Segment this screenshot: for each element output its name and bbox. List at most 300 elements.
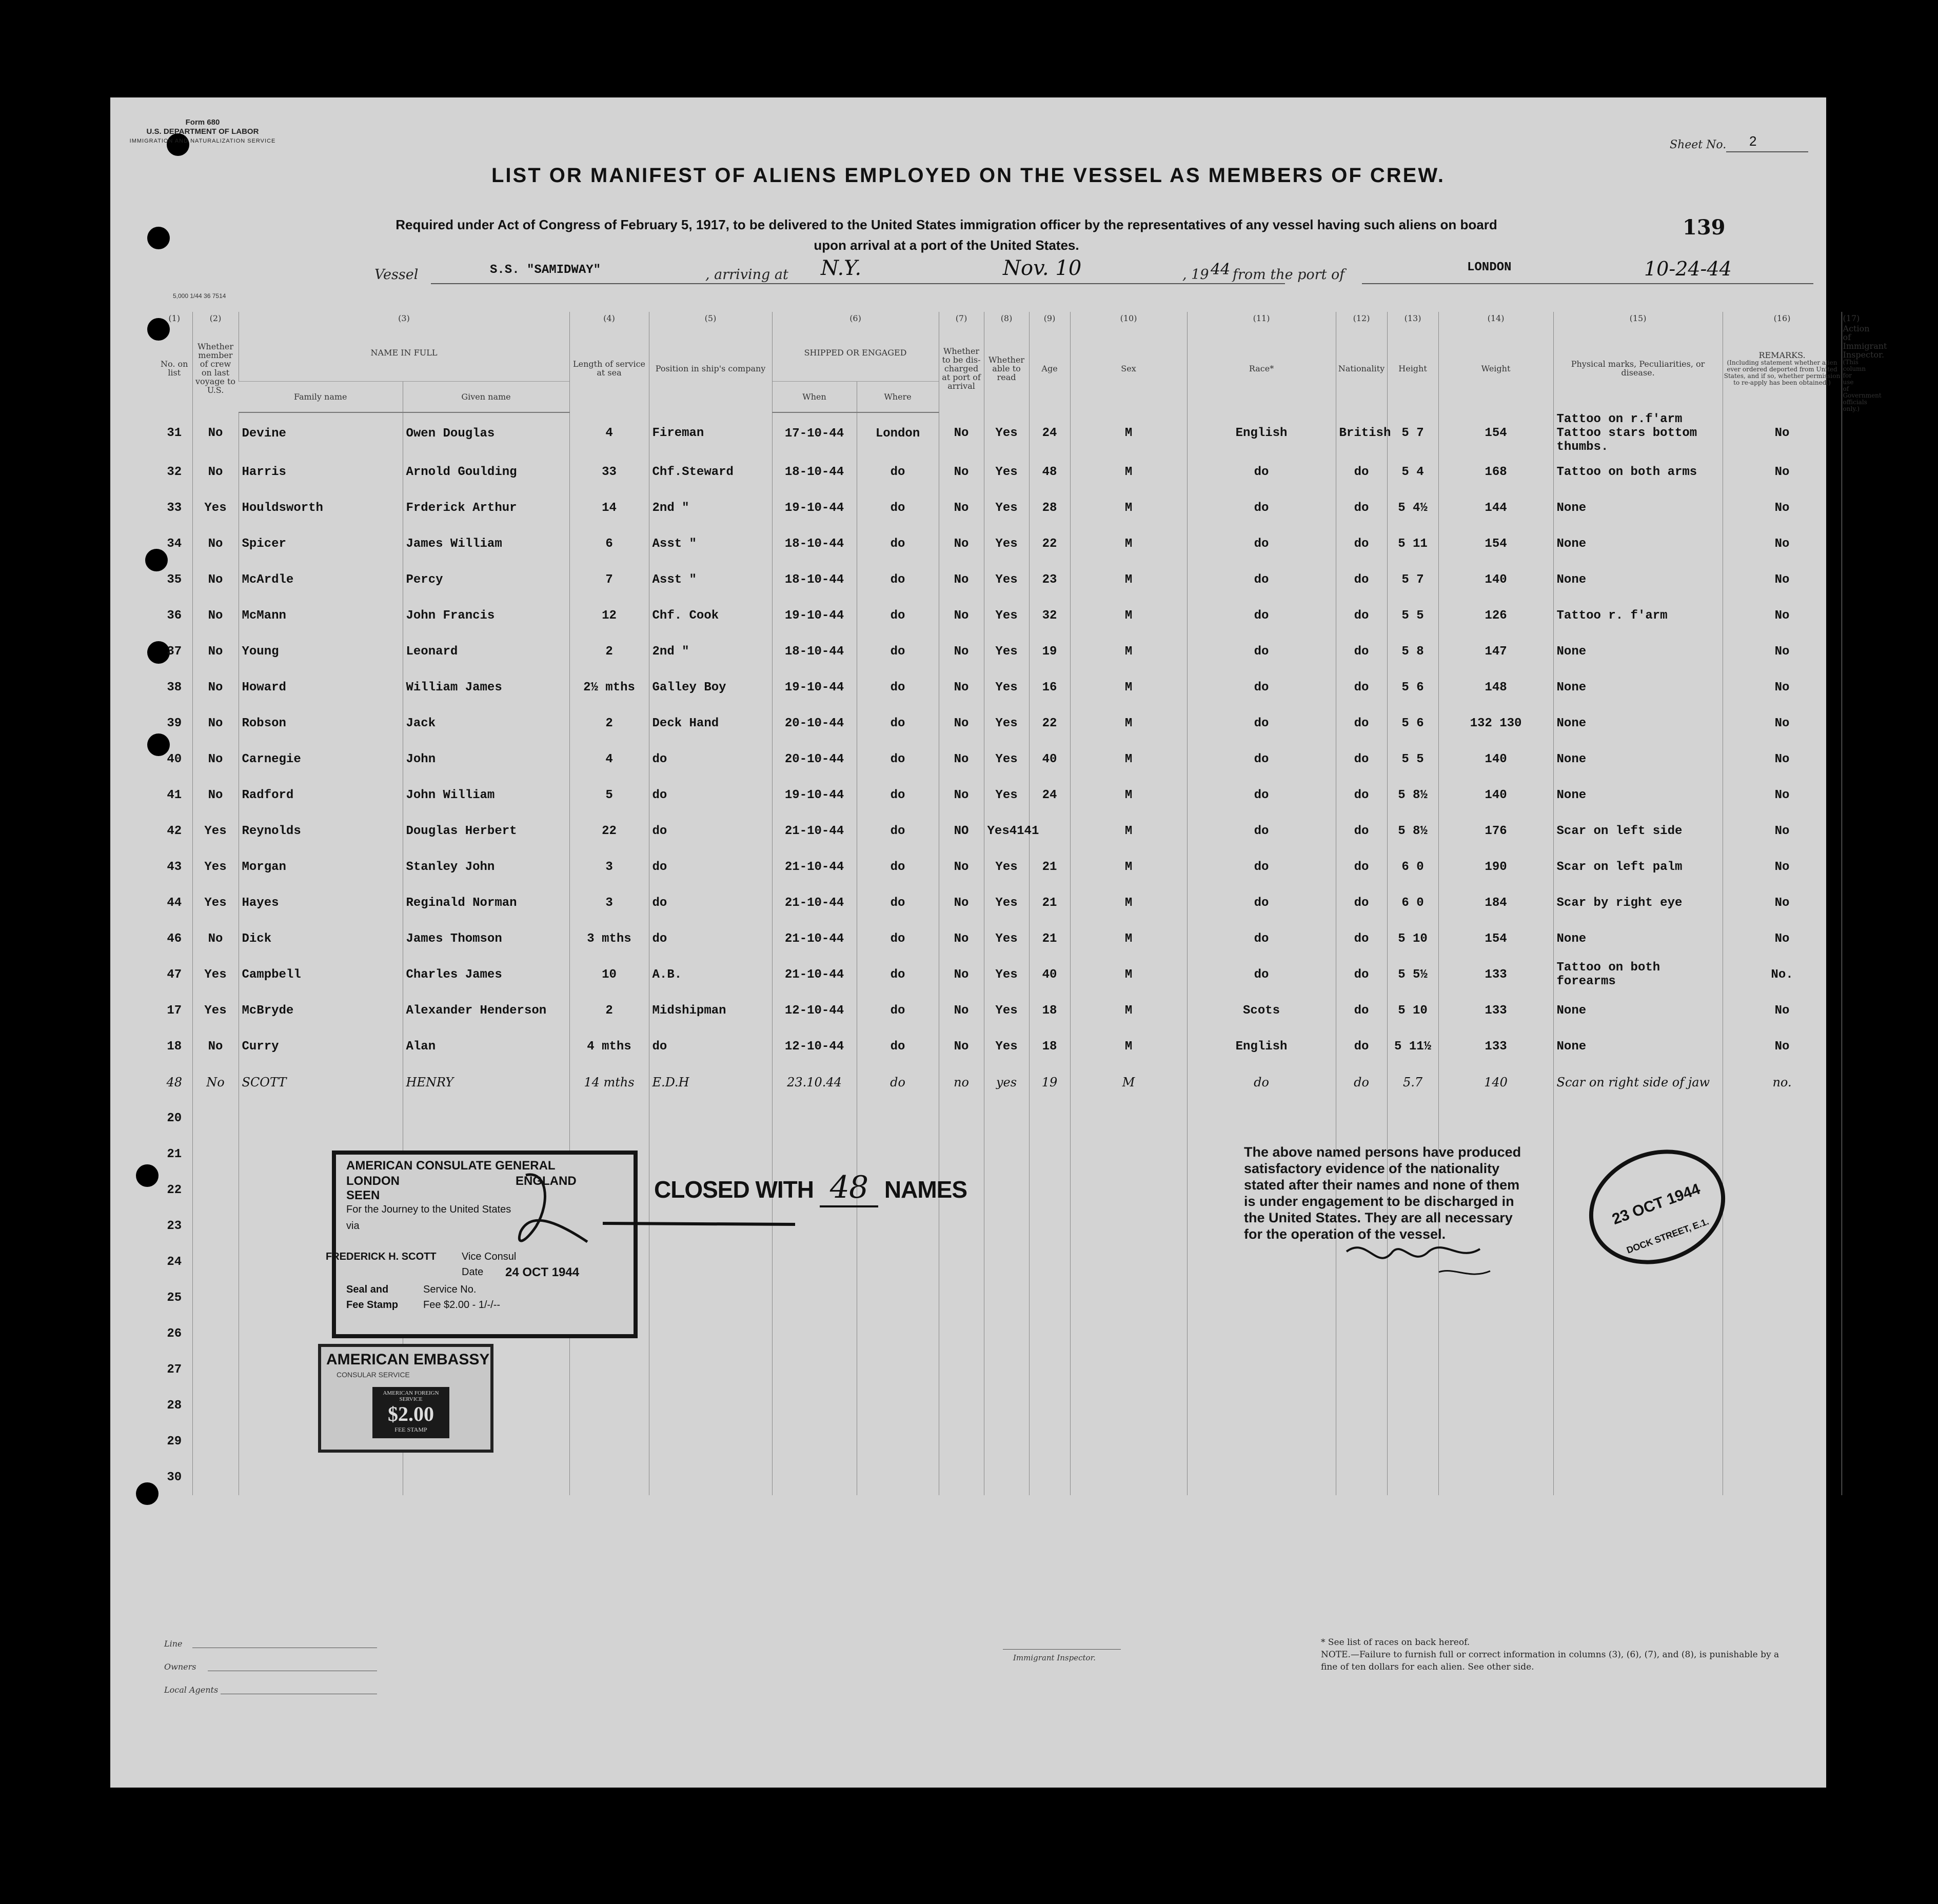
cell-crew: Yes: [192, 490, 239, 526]
cell-no: 33: [167, 501, 182, 515]
cell-nationality: do: [1336, 454, 1387, 490]
departure-date: 10-24-44: [1644, 257, 1732, 280]
cell-crew: No: [192, 633, 239, 669]
cell-service: 2: [569, 705, 649, 741]
cell-given: Percy: [403, 562, 569, 598]
cell-discharged: No: [939, 526, 984, 562]
cell-position: Fireman: [649, 412, 772, 454]
cell-age: 24: [1029, 412, 1070, 454]
col-race: Race*: [1187, 324, 1336, 412]
cell-read: Yes: [984, 598, 1029, 633]
cell-nationality: do: [1336, 885, 1387, 921]
cell-service: 14 mths: [569, 1064, 649, 1100]
cell-position: Midshipman: [649, 993, 772, 1028]
cell-no: 44: [167, 896, 182, 910]
cell-position: do: [649, 1028, 772, 1064]
cell-read: Yes: [984, 849, 1029, 885]
cell-height: 6 0: [1387, 849, 1438, 885]
cell-read: Yes: [984, 957, 1029, 993]
cell-where: do: [857, 705, 939, 741]
cell-height: 5 4: [1387, 454, 1438, 490]
cell-marks: None: [1553, 921, 1723, 957]
cell-marks: None: [1553, 777, 1723, 813]
cell-service: 2: [569, 633, 649, 669]
cell-given: Frderick Arthur: [403, 490, 569, 526]
cell-race: do: [1187, 562, 1336, 598]
cell-when: 17-10-44: [772, 412, 857, 454]
cell-remarks: No: [1723, 598, 1842, 633]
cell-discharged: No: [939, 1028, 984, 1064]
cell-sex: M: [1070, 993, 1187, 1028]
cell-read: Yes: [984, 885, 1029, 921]
print-code: 5,000 1/44 36 7514: [173, 292, 226, 300]
line-number: 26: [167, 1326, 182, 1341]
col-when: When: [772, 381, 857, 412]
cell-read: Yes: [984, 921, 1029, 957]
line-number: 20: [167, 1111, 182, 1125]
col-whether-crew: Whether member of crew on last voyage to U.S.: [192, 324, 239, 412]
table-row: [156, 705, 1842, 741]
cell-read: Yes: [984, 705, 1029, 741]
cell-position: do: [649, 885, 772, 921]
cell-discharged: No: [939, 705, 984, 741]
cell-service: 3 mths: [569, 921, 649, 957]
cell-family: Young: [239, 633, 403, 669]
consul-signature: [505, 1170, 608, 1267]
cell-discharged: No: [939, 957, 984, 993]
cell-given: Douglas Herbert: [403, 813, 569, 849]
table-row: [156, 412, 1842, 454]
cell-given: Reginald Norman: [403, 885, 569, 921]
cell-race: do: [1187, 921, 1336, 957]
cell-given: William James: [403, 669, 569, 705]
line-number: 22: [167, 1183, 182, 1197]
cell-sex: M: [1070, 562, 1187, 598]
column-numbers-row: (1) (2) (3) (4) (5) (6) (7) (8) (9) (10) (11) (12) (13) (14) (15) (16) (17): [156, 312, 1842, 324]
cell-crew: No: [192, 741, 239, 777]
cell-given: Alan: [403, 1028, 569, 1064]
page-number: 139: [1683, 215, 1726, 240]
cell-sex: M: [1070, 454, 1187, 490]
line-number: 24: [167, 1255, 182, 1269]
cell-weight: 132 130: [1438, 705, 1553, 741]
cell-nationality: do: [1336, 633, 1387, 669]
cell-crew: No: [192, 1028, 239, 1064]
cell-service: 2: [569, 993, 649, 1028]
cell-service: 10: [569, 957, 649, 993]
cell-when: 21-10-44: [772, 921, 857, 957]
cell-position: Galley Boy: [649, 669, 772, 705]
cell-race: do: [1187, 777, 1336, 813]
col-age: Age: [1029, 324, 1070, 412]
cell-service: 12: [569, 598, 649, 633]
cell-race: do: [1187, 957, 1336, 993]
cell-race: do: [1187, 526, 1336, 562]
col-discharged: Whether to be dis-charged at port of arrival: [939, 324, 984, 412]
table-row: [156, 562, 1842, 598]
cell-height: 5 6: [1387, 669, 1438, 705]
cell-height: 5 11: [1387, 526, 1438, 562]
cell-remarks: No: [1723, 705, 1842, 741]
cell-weight: 140: [1438, 562, 1553, 598]
cell-crew: No: [192, 669, 239, 705]
cell-position: Asst ": [649, 526, 772, 562]
cell-nationality: do: [1336, 777, 1387, 813]
cell-when: 19-10-44: [772, 669, 857, 705]
cell-service: 4: [569, 412, 649, 454]
cell-nationality: do: [1336, 957, 1387, 993]
cell-where: do: [857, 1064, 939, 1100]
cell-position: A.B.: [649, 957, 772, 993]
cell-family: Radford: [239, 777, 403, 813]
cell-when: 12-10-44: [772, 1028, 857, 1064]
cell-race: do: [1187, 669, 1336, 705]
cell-crew: No: [192, 921, 239, 957]
certification-text: The above named persons have produced satisfactory evidence of the nationality stated after their names and none of them is under engagement to be discharged in the United States. They are all necessary for the operation of the vessel.: [1244, 1144, 1521, 1242]
cell-when: 23.10.44: [772, 1064, 857, 1100]
cell-nationality: British: [1336, 412, 1387, 454]
cell-weight: 176: [1438, 813, 1553, 849]
cell-age: 18: [1029, 1028, 1070, 1064]
cell-sex: M: [1070, 777, 1187, 813]
cell-weight: 140: [1438, 741, 1553, 777]
table-row: [156, 1064, 1842, 1100]
cell-where: do: [857, 741, 939, 777]
cell-age: 23: [1029, 562, 1070, 598]
cell-sex: M: [1070, 633, 1187, 669]
table-row: [156, 1028, 1842, 1064]
col-family-name: Family name: [239, 381, 403, 412]
cell-given: Stanley John: [403, 849, 569, 885]
cell-race: do: [1187, 490, 1336, 526]
cell-weight: 168: [1438, 454, 1553, 490]
punch-hole: [136, 1164, 159, 1187]
cell-given: James Thomson: [403, 921, 569, 957]
cell-marks: None: [1553, 633, 1723, 669]
cell-height: 5 5½: [1387, 957, 1438, 993]
local-agents-label: Local Agents: [164, 1685, 219, 1695]
cell-remarks: No: [1723, 526, 1842, 562]
cell-when: 20-10-44: [772, 741, 857, 777]
col-able-read: Whether able to read: [984, 324, 1029, 412]
cell-no: 32: [167, 465, 182, 479]
cell-given: John: [403, 741, 569, 777]
cell-no: 38: [167, 680, 182, 695]
cell-sex: M: [1070, 921, 1187, 957]
cell-nationality: do: [1336, 849, 1387, 885]
cell-read: yes: [984, 1064, 1029, 1100]
cell-crew: Yes: [192, 885, 239, 921]
cell-height: 5 10: [1387, 993, 1438, 1028]
cell-read: Yes: [984, 490, 1029, 526]
cell-race: do: [1187, 813, 1336, 849]
cell-no: 43: [167, 860, 182, 874]
cell-marks: Scar on right side of jaw: [1553, 1064, 1723, 1100]
cell-where: do: [857, 633, 939, 669]
stamp-line: [603, 1218, 798, 1228]
cell-age: 18: [1029, 993, 1070, 1028]
cell-sex: M: [1070, 598, 1187, 633]
cell-nationality: do: [1336, 921, 1387, 957]
cell-discharged: No: [939, 454, 984, 490]
cell-race: do: [1187, 1064, 1336, 1100]
cell-weight: 154: [1438, 526, 1553, 562]
cell-height: 5 7: [1387, 412, 1438, 454]
cell-when: 19-10-44: [772, 490, 857, 526]
cell-read: Yes: [984, 633, 1029, 669]
cell-discharged: No: [939, 598, 984, 633]
col-sex: Sex: [1070, 324, 1187, 412]
cell-position: do: [649, 813, 772, 849]
cell-nationality: do: [1336, 669, 1387, 705]
year: 44: [1211, 261, 1231, 279]
cell-nationality: do: [1336, 1028, 1387, 1064]
cell-remarks: No: [1723, 885, 1842, 921]
line-number: 27: [167, 1362, 182, 1377]
cell-given: Arnold Goulding: [403, 454, 569, 490]
cell-height: 5.7: [1387, 1064, 1438, 1100]
cell-where: do: [857, 669, 939, 705]
cell-race: do: [1187, 741, 1336, 777]
cell-nationality: do: [1336, 705, 1387, 741]
cell-crew: No: [192, 1064, 239, 1100]
cell-given: HENRY: [403, 1064, 569, 1100]
cell-position: Chf.Steward: [649, 454, 772, 490]
cell-crew: Yes: [192, 849, 239, 885]
owners-label: Owners: [164, 1662, 196, 1672]
cell-when: 19-10-44: [772, 598, 857, 633]
cell-remarks: No: [1723, 1028, 1842, 1064]
cell-discharged: No: [939, 885, 984, 921]
consulate-stamp: AMERICAN CONSULATE GENERAL LONDON ENGLAND SEEN For the Journey to the United States via FREDERICK H. SCOTT Vice Consul Date 24 OCT 1944 Seal and Fee Stamp Service No. Fee $2.00 - 1/-/--: [332, 1151, 638, 1338]
footnote: * See list of races on back hereof. NOTE.—Failure to furnish full or correct information in columns (3), (6), (7), and (8), is punishable by a fine of ten dollars for each alien. See other side.: [1321, 1637, 1779, 1672]
cell-age: 48: [1029, 454, 1070, 490]
cell-crew: No: [192, 412, 239, 454]
cell-service: 4: [569, 741, 649, 777]
cell-marks: None: [1553, 705, 1723, 741]
cell-given: John William: [403, 777, 569, 813]
cell-family: Hayes: [239, 885, 403, 921]
cell-where: do: [857, 957, 939, 993]
cell-where: do: [857, 813, 939, 849]
cell-family: Robson: [239, 705, 403, 741]
cell-nationality: do: [1336, 1064, 1387, 1100]
table-row: [156, 526, 1842, 562]
sheet-no-value: 2: [1749, 133, 1757, 149]
cell-remarks: No: [1723, 412, 1842, 454]
form-number: Form 680: [185, 118, 220, 127]
cell-weight: 147: [1438, 633, 1553, 669]
cell-read: Yes: [984, 669, 1029, 705]
cell-crew: No: [192, 562, 239, 598]
cell-weight: 133: [1438, 1028, 1553, 1064]
cell-no: 36: [167, 608, 182, 623]
cell-given: James William: [403, 526, 569, 562]
line-label: Line: [164, 1639, 183, 1649]
cell-age: 19: [1029, 633, 1070, 669]
arriving-label: , arriving at: [705, 267, 788, 283]
cell-discharged: No: [939, 849, 984, 885]
cell-service: 22: [569, 813, 649, 849]
cell-no: 17: [167, 1003, 182, 1018]
cell-remarks: No: [1723, 849, 1842, 885]
cell-when: 19-10-44: [772, 777, 857, 813]
cell-discharged: No: [939, 741, 984, 777]
cell-crew: No: [192, 598, 239, 633]
col-nationality: Nationality: [1336, 324, 1387, 412]
cell-marks: None: [1553, 562, 1723, 598]
col-position: Position in ship's company: [649, 324, 772, 412]
cell-remarks: No: [1723, 454, 1842, 490]
cell-race: do: [1187, 705, 1336, 741]
line-number: 21: [167, 1147, 182, 1161]
cell-family: Spicer: [239, 526, 403, 562]
cell-service: 6: [569, 526, 649, 562]
column-header-row: No. on list Whether member of crew on last voyage to U.S. NAME IN FULL Length of service at sea Position in ship's company SHIPPED OR ENGAGED Whether to be dis-charged at port of arrival Whether able to read Age Sex Race* Nationality Height Weight Physical marks, Peculiarities, or disease. REMARKS. (Including statement whether alien ever ordered deported from United States, and if so, whether permission to re-apply has been obtained.) Action of Immigrant Inspector. (This column for use of Government officials only.): [156, 324, 1842, 381]
cell-crew: No: [192, 454, 239, 490]
cell-family: Harris: [239, 454, 403, 490]
cell-age: 22: [1029, 705, 1070, 741]
table-row: [156, 777, 1842, 813]
cell-no: 35: [167, 572, 182, 587]
cell-where: do: [857, 921, 939, 957]
table-row: [156, 849, 1842, 885]
cell-race: English: [1187, 1028, 1336, 1064]
cell-discharged: NO: [939, 813, 984, 849]
cell-when: 12-10-44: [772, 993, 857, 1028]
cell-given: Owen Douglas: [403, 412, 569, 454]
line-number: 29: [167, 1434, 182, 1449]
cell-where: do: [857, 562, 939, 598]
cell-remarks: No: [1723, 921, 1842, 957]
col-given-name: Given name: [403, 381, 569, 412]
cell-sex: M: [1070, 885, 1187, 921]
cell-given: Charles James: [403, 957, 569, 993]
col-remarks: REMARKS. (Including statement whether alien ever ordered deported from United States, and if so, whether permission to re-apply has been obtained.): [1723, 324, 1842, 412]
cell-position: do: [649, 849, 772, 885]
cell-crew: No: [192, 526, 239, 562]
col-height: Height: [1387, 324, 1438, 412]
embassy-stamp: AMERICAN EMBASSY CONSULAR SERVICE AMERICAN FOREIGN SERVICE $2.00 FEE STAMP: [318, 1344, 493, 1453]
cell-age: 24: [1029, 777, 1070, 813]
cell-race: Scots: [1187, 993, 1336, 1028]
cell-when: 21-10-44: [772, 885, 857, 921]
cell-no: 37: [167, 644, 182, 659]
cell-marks: None: [1553, 1028, 1723, 1064]
cell-family: McMann: [239, 598, 403, 633]
cell-read: Yes: [984, 526, 1029, 562]
cell-no: 34: [167, 537, 182, 551]
table-row: [156, 957, 1842, 993]
cell-race: English: [1187, 412, 1336, 454]
cell-read: Yes: [984, 993, 1029, 1028]
cell-sex: M: [1070, 526, 1187, 562]
cell-given: Leonard: [403, 633, 569, 669]
cell-height: 5 5: [1387, 741, 1438, 777]
cell-nationality: do: [1336, 813, 1387, 849]
cell-family: McArdle: [239, 562, 403, 598]
cell-no: 18: [167, 1039, 182, 1054]
cell-position: Asst ": [649, 562, 772, 598]
cell-remarks: No: [1723, 633, 1842, 669]
cell-height: 5 8: [1387, 633, 1438, 669]
cell-crew: No: [192, 777, 239, 813]
cell-where: do: [857, 1028, 939, 1064]
cell-remarks: No: [1723, 669, 1842, 705]
form-header: [121, 118, 285, 146]
cell-sex: M: [1070, 669, 1187, 705]
cell-marks: Scar on left palm: [1553, 849, 1723, 885]
cell-nationality: do: [1336, 490, 1387, 526]
cell-race: do: [1187, 885, 1336, 921]
cell-service: 4 mths: [569, 1028, 649, 1064]
from-port: LONDON: [1467, 261, 1512, 274]
cell-height: 5 10: [1387, 921, 1438, 957]
cell-age: 40: [1029, 741, 1070, 777]
cell-nationality: do: [1336, 993, 1387, 1028]
cell-no: 40: [167, 752, 182, 766]
cell-read: Yes4141: [984, 813, 1029, 849]
cell-age: 40: [1029, 957, 1070, 993]
blank-row: [156, 1459, 1842, 1495]
cell-sex: M: [1070, 1064, 1187, 1100]
cell-crew: No: [192, 705, 239, 741]
blank-row: [156, 1100, 1842, 1136]
cell-position: do: [649, 777, 772, 813]
cell-where: do: [857, 598, 939, 633]
cell-crew: Yes: [192, 993, 239, 1028]
cell-weight: 184: [1438, 885, 1553, 921]
col-name-in-full: NAME IN FULL: [239, 324, 569, 381]
cell-given: John Francis: [403, 598, 569, 633]
fee-stamp: AMERICAN FOREIGN SERVICE $2.00 FEE STAMP: [372, 1387, 449, 1438]
table-row: [156, 813, 1842, 849]
cell-discharged: no: [939, 1064, 984, 1100]
cell-service: 2½ mths: [569, 669, 649, 705]
cell-height: 6 0: [1387, 885, 1438, 921]
cell-weight: 144: [1438, 490, 1553, 526]
cell-where: do: [857, 454, 939, 490]
cell-marks: None: [1553, 490, 1723, 526]
cell-service: 14: [569, 490, 649, 526]
cell-marks: Tattoo on both forearms: [1553, 957, 1723, 993]
cell-no: 39: [167, 716, 182, 730]
cell-sex: M: [1070, 849, 1187, 885]
line-number: 25: [167, 1291, 182, 1305]
cell-position: do: [649, 741, 772, 777]
cell-position: do: [649, 921, 772, 957]
cell-service: 3: [569, 885, 649, 921]
col-physical-marks: Physical marks, Peculiarities, or disease.: [1553, 324, 1723, 412]
cell-discharged: No: [939, 669, 984, 705]
cell-crew: Yes: [192, 957, 239, 993]
cell-family: Morgan: [239, 849, 403, 885]
cell-nationality: do: [1336, 526, 1387, 562]
col-weight: Weight: [1438, 324, 1553, 412]
line-number: 23: [167, 1219, 182, 1233]
cell-position: 2nd ": [649, 490, 772, 526]
cell-where: do: [857, 885, 939, 921]
cell-where: do: [857, 777, 939, 813]
cell-no: 42: [167, 824, 182, 838]
cell-where: do: [857, 490, 939, 526]
cell-remarks: No: [1723, 993, 1842, 1028]
cell-discharged: No: [939, 777, 984, 813]
cell-height: 5 5: [1387, 598, 1438, 633]
cell-discharged: No: [939, 412, 984, 454]
cell-height: 5 8½: [1387, 777, 1438, 813]
cell-weight: 140: [1438, 777, 1553, 813]
